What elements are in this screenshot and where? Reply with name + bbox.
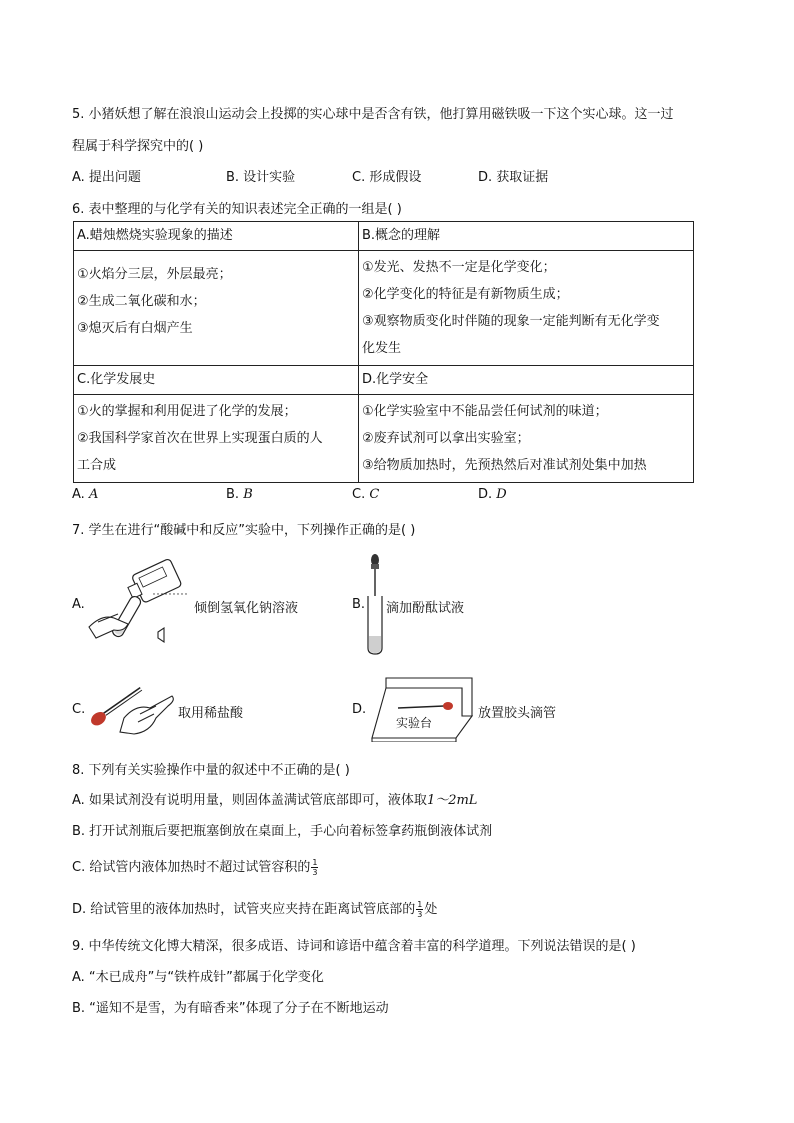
table-a-item: ③熄灭后有白烟产生 — [77, 321, 193, 336]
q6-option-d-prefix: D. — [478, 487, 497, 502]
q7-option-d-label[interactable]: D. — [352, 702, 367, 717]
pouring-liquid-figure — [84, 552, 194, 652]
table-c-item: ①火的掌握和利用促进了化学的发展； — [77, 404, 297, 419]
table-c-item: ②我国科学家首次在世界上实现蛋白质的人 — [77, 431, 323, 446]
fraction-numerator: 1 — [312, 858, 318, 867]
table-header-a: A.蜡烛燃烧实验现象的描述 — [74, 222, 359, 251]
table-b-item: ③观察物质变化时伴随的现象一定能判断有无化学变 — [362, 314, 660, 329]
lab-bench-figure — [370, 676, 474, 742]
q8-stem: 8. 下列有关实验操作中量的叙述中不正确的是( ) — [72, 763, 350, 778]
knowledge-table — [73, 221, 694, 483]
q6-option-c-prefix: C. — [352, 487, 370, 502]
q5-option-c[interactable]: C. 形成假设 — [352, 170, 422, 185]
table-a-item: ②生成二氧化碳和水； — [77, 294, 206, 309]
table-header-b: B.概念的理解 — [359, 222, 694, 251]
q5-option-a[interactable]: A. 提出问题 — [72, 170, 141, 185]
q8-option-a-text: A. 如果试剂没有说明用量，则固体盖满试管底部即可，液体取 — [72, 793, 427, 808]
q6-option-a-letter: A — [88, 487, 99, 502]
table-b-item: 化发生 — [362, 341, 402, 356]
dropper-in-hand-figure — [84, 674, 178, 740]
table-cell-b — [359, 251, 694, 366]
table-d-item: ②废弃试剂可以拿出实验室； — [362, 431, 530, 446]
q6-option-d-letter: D — [496, 487, 507, 502]
fraction-one-third — [311, 858, 318, 877]
q8-option-a[interactable] — [72, 789, 477, 808]
q8-option-d-suffix: 处 — [424, 902, 438, 917]
q6-option-b-prefix: B. — [226, 487, 244, 502]
q9-stem: 9. 中华传统文化博大精深，很多成语、诗词和谚语中蕴含着丰富的科学道理。下列说法错误的是( ) — [72, 939, 636, 954]
q6-option-c[interactable] — [352, 487, 379, 502]
table-cell-a — [74, 251, 359, 366]
table-b-item: ①发光、发热不一定是化学变化； — [362, 260, 556, 275]
table-d-item: ①化学实验室中不能品尝任何试剂的味道； — [362, 404, 608, 419]
q6-option-d[interactable] — [478, 487, 507, 502]
lab-bench-label: 实验台 — [396, 716, 433, 730]
q6-option-a-prefix: A. — [72, 487, 89, 502]
table-cell-c — [74, 395, 359, 483]
fraction-denominator: 3 — [312, 868, 318, 877]
fraction-denominator: 3 — [417, 910, 423, 919]
q6-option-b[interactable] — [226, 487, 253, 502]
q7-option-c-label[interactable]: C. — [72, 702, 86, 717]
dropper-into-tube-figure — [362, 552, 386, 656]
q7-option-c-caption: 取用稀盐酸 — [178, 706, 244, 721]
q7-stem: 7. 学生在进行“酸碱中和反应”实验中，下列操作正确的是( ) — [72, 523, 416, 538]
q8-option-c-text: C. 给试管内液体加热时不超过试管容积的 — [72, 860, 311, 875]
q9-option-a[interactable]: A. “木已成舟”与“铁杵成针”都属于化学变化 — [72, 970, 324, 985]
q9-option-b[interactable]: B. “遥知不是雪，为有暗香来”体现了分子在不断地运动 — [72, 1001, 389, 1016]
q6-option-c-letter: C — [369, 487, 380, 502]
q6-option-b-letter: B — [243, 487, 253, 502]
q5-stem-line1: 5. 小猪妖想了解在浪浪山运动会上投掷的实心球中是否含有铁，他打算用磁铁吸一下这个实心球。这一过 — [72, 107, 674, 122]
q8-option-c[interactable] — [72, 856, 319, 877]
q6-stem: 6. 表中整理的与化学有关的知识表述完全正确的一组是( ) — [72, 202, 402, 217]
table-c-item: 工合成 — [77, 458, 117, 473]
q5-option-d[interactable]: D. 获取证据 — [478, 170, 549, 185]
q8-option-d-text: D. 给试管里的液体加热时，试管夹应夹持在距离试管底部的 — [72, 902, 416, 917]
table-header-d: D.化学安全 — [359, 366, 694, 395]
table-b-item: ②化学变化的特征是有新物质生成； — [362, 287, 569, 302]
q7-option-d-caption: 放置胶头滴管 — [478, 706, 557, 721]
fraction-one-third — [416, 900, 423, 919]
q5-stem-line2: 程属于科学探究中的( ) — [72, 139, 204, 154]
table-a-item: ①火焰分三层，外层最亮； — [77, 267, 232, 282]
fraction-numerator: 1 — [417, 900, 423, 909]
q7-option-a-label[interactable]: A. — [72, 597, 85, 612]
q8-option-a-math: 1～2mL — [426, 793, 478, 808]
table-cell-d — [359, 395, 694, 483]
q8-option-b[interactable]: B. 打开试剂瓶后要把瓶塞倒放在桌面上，手心向着标签拿药瓶倒液体试剂 — [72, 824, 493, 839]
q7-option-b-caption: 滴加酚酞试液 — [386, 601, 465, 616]
q8-option-d[interactable] — [72, 898, 437, 919]
q7-option-b-label[interactable]: B. — [352, 597, 366, 612]
table-header-c: C.化学发展史 — [74, 366, 359, 395]
q6-option-a[interactable] — [72, 487, 98, 502]
q7-option-a-caption: 倾倒氢氧化钠溶液 — [194, 601, 299, 616]
table-d-item: ③给物质加热时，先预热然后对准试剂处集中加热 — [362, 458, 647, 473]
q5-option-b[interactable]: B. 设计实验 — [226, 170, 296, 185]
